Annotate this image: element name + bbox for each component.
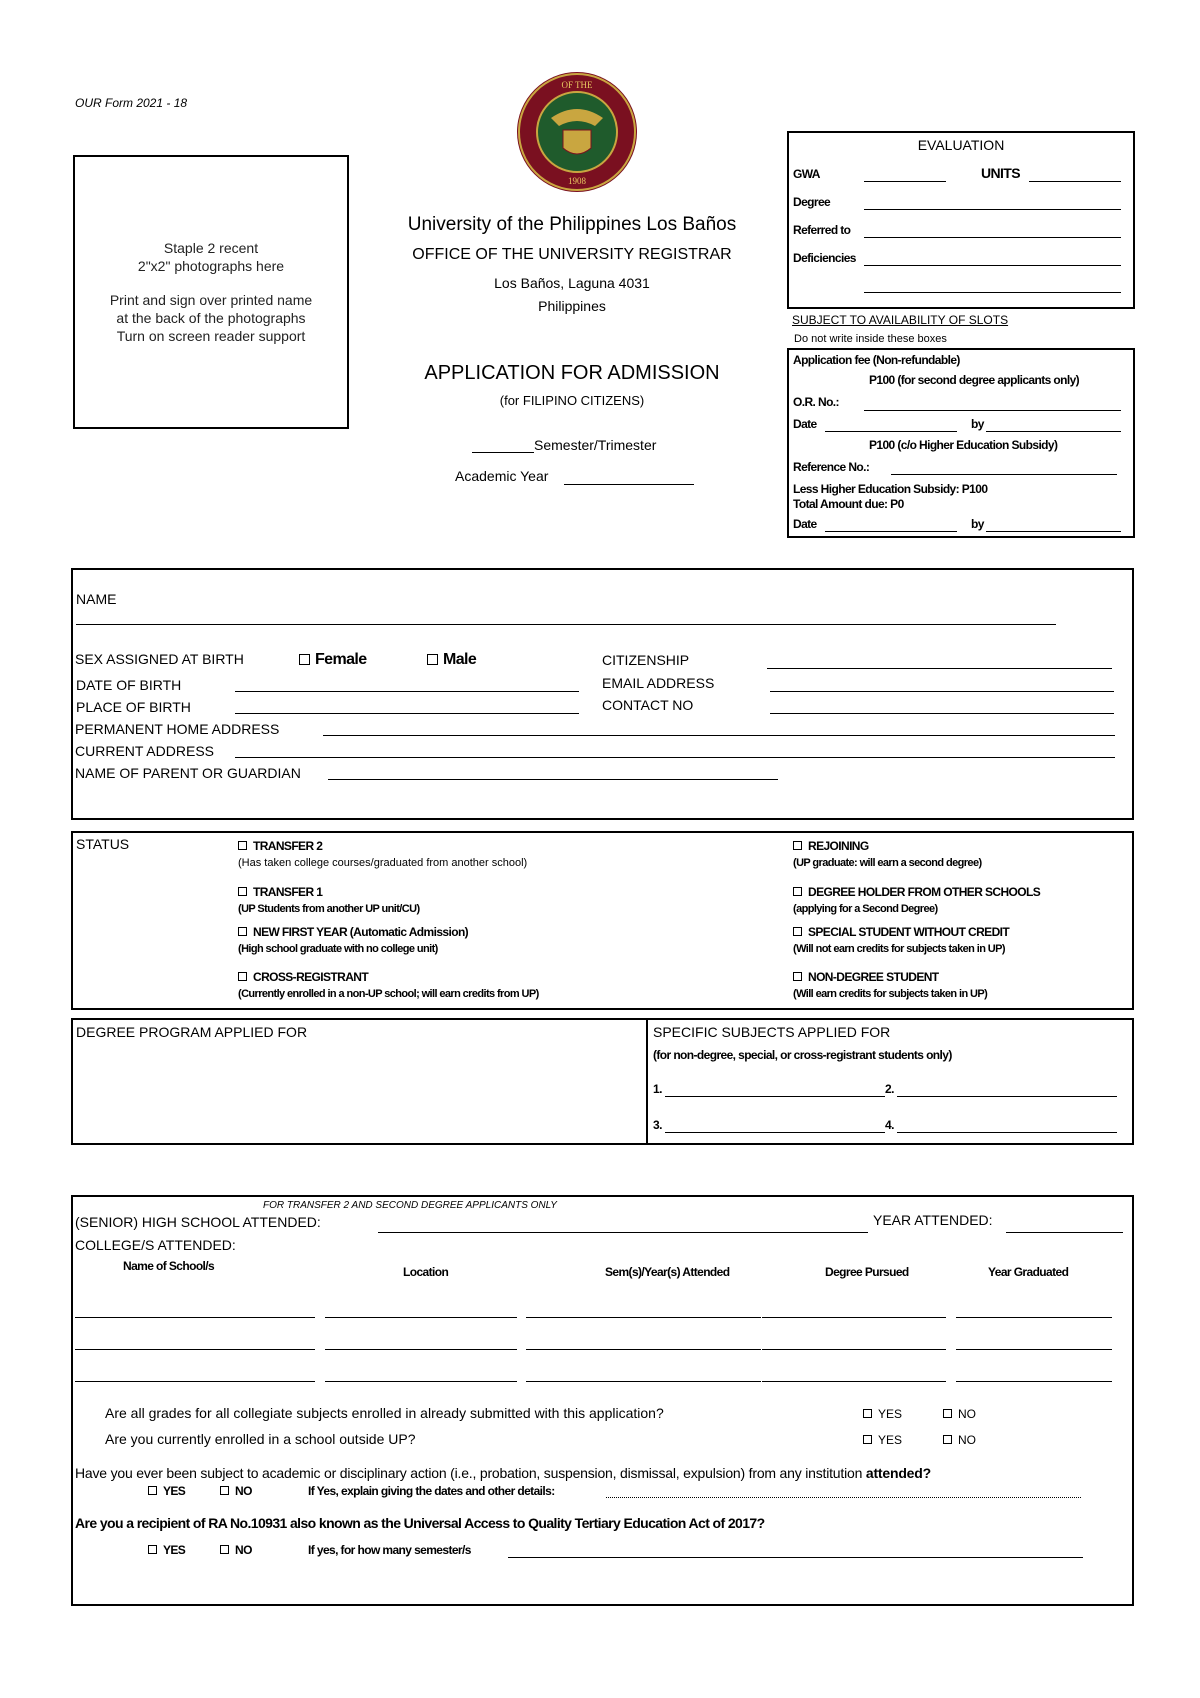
ra-no[interactable]: NO (220, 1543, 252, 1557)
subject-number: 2. (885, 1082, 894, 1096)
college-field[interactable] (956, 1381, 1112, 1382)
subject-field-2[interactable] (897, 1096, 1117, 1097)
enrolled-no[interactable]: NO (943, 1433, 976, 1447)
email-field[interactable] (770, 691, 1114, 692)
status-option[interactable]: TRANSFER 1 (238, 885, 420, 899)
high-school-field[interactable] (378, 1232, 868, 1233)
subject-field-1[interactable] (665, 1096, 885, 1097)
grades-no[interactable]: NO (943, 1407, 976, 1421)
status-description: (Will not earn credits for subjects taken in UP) (793, 943, 1005, 955)
semester-label: Semester/Trimester (534, 437, 657, 453)
status-option[interactable]: TRANSFER 2 (238, 839, 527, 853)
degree-box (71, 1018, 1134, 1145)
less-subsidy: Less Higher Education Subsidy: P100 (793, 482, 988, 496)
referred-field[interactable] (864, 237, 1121, 238)
pob-field[interactable] (235, 713, 579, 714)
sex-label: SEX ASSIGNED AT BIRTH (75, 651, 244, 667)
explain-label: If Yes, explain giving the dates and other details: (308, 1484, 555, 1498)
subject-number: 1. (653, 1082, 662, 1096)
status-description: (UP graduate: will earn a second degree) (793, 857, 982, 869)
deficiencies-label: Deficiencies (793, 251, 856, 265)
form-title: APPLICATION FOR ADMISSION (424, 362, 720, 384)
education-box (71, 1195, 1134, 1606)
photo-box (73, 155, 349, 429)
semesters-field[interactable] (508, 1557, 1083, 1558)
fee-second-degree: P100 (for second degree applicants only) (869, 373, 1080, 387)
degree-field[interactable] (864, 209, 1121, 210)
permanent-address-label: PERMANENT HOME ADDRESS (75, 721, 280, 737)
college-field[interactable] (75, 1317, 315, 1318)
dob-label: DATE OF BIRTH (76, 677, 182, 693)
name-label: NAME (76, 591, 117, 607)
semesters-label: If yes, for how many semester/s (308, 1543, 471, 1557)
question-disciplinary: Have you ever been subject to academic or disciplinary action (i.e., probation, suspension, dismissal, expulsion) from any institution (75, 1465, 863, 1481)
or-field[interactable] (864, 410, 1121, 411)
university-seal-logo (515, 70, 639, 194)
units-label: UNITS (981, 165, 1021, 181)
year-attended-field[interactable] (1006, 1232, 1123, 1233)
college-field[interactable] (325, 1349, 517, 1350)
contact-field[interactable] (770, 713, 1114, 714)
contact-label: CONTACT NO (602, 697, 694, 713)
or-label: O.R. No.: (793, 395, 839, 409)
deficiencies-field-2[interactable] (864, 292, 1121, 293)
college-field[interactable] (956, 1349, 1112, 1350)
transfer-note: FOR TRANSFER 2 AND SECOND DEGREE APPLICANTS ONLY (263, 1200, 557, 1211)
reference-label: Reference No.: (793, 460, 870, 474)
explain-field[interactable] (606, 1497, 1081, 1498)
status-option[interactable]: NON-DEGREE STUDENT (793, 970, 987, 984)
guardian-label: NAME OF PARENT OR GUARDIAN (75, 765, 301, 781)
no-write-note: Do not write inside these boxes (794, 333, 947, 345)
status-description: (Currently enrolled in a non-UP school; will earn credits from UP) (238, 988, 539, 1000)
status-option[interactable]: DEGREE HOLDER FROM OTHER SCHOOLS (793, 885, 1040, 899)
citizenship-label: CITIZENSHIP (602, 652, 690, 668)
question-ra10931: Are you a recipient of RA No.10931 also known as the Universal Access to Quality Tertiary Education Act of 2017? (75, 1515, 765, 1531)
by-field[interactable] (986, 431, 1121, 432)
permanent-address-field[interactable] (323, 735, 1115, 736)
slots-note: SUBJECT TO AVAILABILITY OF SLOTS (792, 313, 1009, 327)
male-label: Male (443, 651, 477, 668)
subjects-note: (for non-degree, special, or cross-registrant students only) (653, 1048, 952, 1062)
reference-field[interactable] (891, 474, 1117, 475)
form-subtitle: (for FILIPINO CITIZENS) (499, 393, 645, 408)
grades-yes[interactable]: YES (863, 1407, 902, 1421)
pob-label: PLACE OF BIRTH (76, 699, 191, 715)
high-school-label: (SENIOR) HIGH SCHOOL ATTENDED: (75, 1214, 321, 1230)
date-field-2[interactable] (825, 531, 957, 532)
current-address-field[interactable] (235, 757, 1115, 758)
college-field[interactable] (75, 1349, 315, 1350)
question-grades: Are all grades for all collegiate subjects enrolled in already submitted with this application? (105, 1405, 664, 1421)
subject-field-4[interactable] (897, 1132, 1117, 1133)
colleges-label: COLLEGE/S ATTENDED: (75, 1237, 236, 1253)
college-field[interactable] (526, 1349, 761, 1350)
college-field[interactable] (325, 1317, 517, 1318)
disciplinary-no[interactable]: NO (220, 1484, 252, 1498)
subject-field-3[interactable] (665, 1132, 885, 1133)
status-description: (applying for a Second Degree) (793, 903, 938, 915)
photo-line: Turn on screen reader support (116, 328, 306, 344)
address-country: Philippines (538, 298, 606, 314)
status-description: (UP Students from another UP unit/CU) (238, 903, 420, 915)
fee-subsidy: P100 (c/o Higher Education Subsidy) (869, 438, 1058, 452)
date-label-2: Date (793, 517, 817, 531)
college-field[interactable] (956, 1317, 1112, 1318)
academic-year-label: Academic Year (455, 468, 549, 484)
status-description: (Will earn credits for subjects taken in UP) (793, 988, 988, 1000)
year-attended-label: YEAR ATTENDED: (873, 1212, 993, 1228)
college-field[interactable] (762, 1317, 946, 1318)
citizenship-field[interactable] (767, 668, 1112, 669)
degree-label: Degree (793, 195, 831, 209)
photo-line: Print and sign over printed name (109, 292, 313, 308)
college-field[interactable] (762, 1381, 946, 1382)
date-label: Date (793, 417, 817, 431)
college-field[interactable] (526, 1381, 761, 1382)
by-label-2: by (971, 517, 984, 531)
current-address-label: CURRENT ADDRESS (75, 743, 214, 759)
referred-label: Referred to (793, 223, 851, 237)
divider (646, 1020, 648, 1143)
female-label: Female (315, 651, 367, 668)
col-header: Year Graduated (988, 1265, 1069, 1279)
col-header: Location (403, 1265, 449, 1279)
ra-yes[interactable]: YES (148, 1543, 185, 1557)
enrolled-yes[interactable]: YES (863, 1433, 902, 1447)
by-field-2[interactable] (986, 531, 1121, 532)
col-header: Degree Pursued (825, 1265, 909, 1279)
status-option[interactable]: REJOINING (793, 839, 982, 853)
status-label: STATUS (76, 836, 130, 852)
units-field[interactable] (1029, 181, 1121, 182)
college-field[interactable] (325, 1381, 517, 1382)
fee-box (787, 348, 1135, 538)
evaluation-title: EVALUATION (917, 137, 1005, 153)
university-name: University of the Philippines Los Baños (407, 214, 737, 235)
col-header: Name of School/s (123, 1259, 215, 1273)
deficiencies-field[interactable] (864, 265, 1121, 266)
status-option[interactable]: NEW FIRST YEAR (Automatic Admission) (238, 925, 468, 939)
question-enrolled: Are you currently enrolled in a school outside UP? (105, 1431, 416, 1447)
status-option[interactable]: SPECIAL STUDENT WITHOUT CREDIT (793, 925, 1009, 939)
college-field[interactable] (762, 1349, 946, 1350)
email-label: EMAIL ADDRESS (602, 675, 715, 691)
total-amount: Total Amount due: P0 (793, 497, 904, 511)
photo-line: Staple 2 recent (163, 240, 259, 256)
address-line: Los Baños, Laguna 4031 (494, 275, 650, 291)
semester-field[interactable] (472, 452, 534, 453)
personal-info-box (71, 568, 1134, 820)
question-disciplinary-end: attended? (865, 1465, 931, 1481)
status-description: (Has taken college courses/graduated from another school) (238, 857, 528, 869)
college-field[interactable] (526, 1317, 761, 1318)
photo-line: 2"x2" photographs here (137, 258, 285, 274)
male-checkbox[interactable] (427, 651, 476, 669)
dob-field[interactable] (235, 691, 579, 692)
degree-program-label: DEGREE PROGRAM APPLIED FOR (76, 1024, 308, 1040)
disciplinary-yes[interactable]: YES (148, 1484, 185, 1498)
fee-title: Application fee (Non-refundable) (793, 353, 960, 367)
college-field[interactable] (75, 1381, 315, 1382)
office-name: OFFICE OF THE UNIVERSITY REGISTRAR (412, 246, 732, 263)
female-checkbox[interactable] (299, 651, 367, 669)
gwa-field[interactable] (864, 181, 946, 182)
svg-text:1908: 1908 (568, 176, 586, 186)
academic-year-field[interactable] (564, 484, 694, 485)
by-label: by (971, 417, 984, 431)
subject-number: 3. (653, 1118, 662, 1132)
guardian-field[interactable] (328, 779, 778, 780)
status-option[interactable]: CROSS-REGISTRANT (238, 970, 539, 984)
status-box (71, 831, 1134, 1010)
status-description: (High school graduate with no college unit) (238, 943, 438, 955)
subject-number: 4. (885, 1118, 894, 1132)
name-field[interactable] (76, 624, 1056, 625)
col-header: Sem(s)/Year(s) Attended (605, 1265, 730, 1279)
subjects-label: SPECIFIC SUBJECTS APPLIED FOR (653, 1024, 891, 1040)
svg-text:OF THE: OF THE (561, 80, 593, 90)
form-code: OUR Form 2021 - 18 (75, 96, 188, 110)
photo-line: at the back of the photographs (116, 310, 306, 326)
evaluation-box (787, 131, 1135, 309)
gwa-label: GWA (793, 167, 820, 181)
date-field[interactable] (825, 431, 957, 432)
